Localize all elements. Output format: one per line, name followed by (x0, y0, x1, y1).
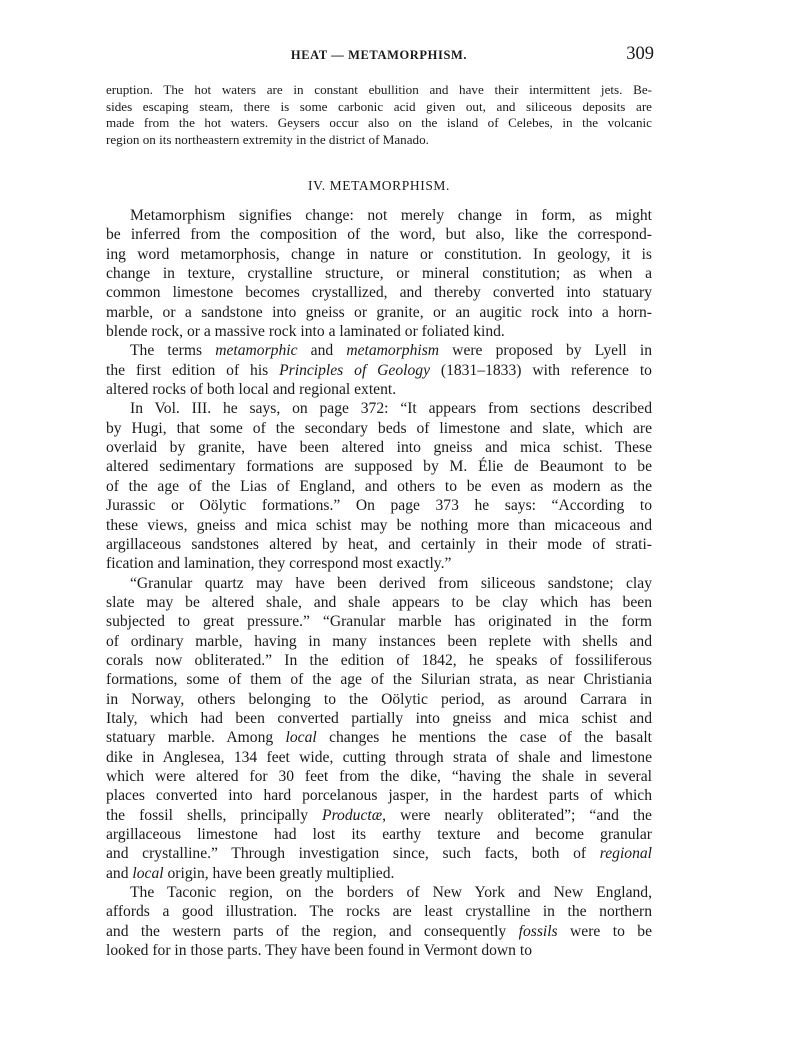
intro-line: region on its northeastern extremity in the district of Manado. (106, 131, 429, 147)
body-line: Jurassic or Oölytic formations.” On page 373 he says: “According to (106, 497, 652, 515)
body-line: corals now obliterated.” In the edition of 1842, he speaks of fossiliferous (106, 651, 652, 669)
section-heading: IV. METAMORPHISM. (307, 178, 451, 193)
body-line: ing word metamorphosis, change in nature or constitution. In geology, it is (106, 245, 652, 263)
body-line: in Norway, others belonging to the Oölytic period, as around Carrara in (106, 690, 652, 708)
body-line: of ordinary marble, having in many instances been replete with shells and (106, 632, 652, 650)
body-line: dike in Anglesea, 134 feet wide, cutting through strata of shale and limestone (106, 748, 652, 766)
page-number: 309 (626, 44, 654, 64)
running-head (106, 44, 654, 70)
body-line: blende rock, or a massive rock into a laminated or foliated kind. (106, 323, 505, 341)
body-line: overlaid by granite, have been altered into gneiss and mica schist. These (106, 439, 652, 457)
body-line: Italy, which had been converted partially into gneiss and mica schist and (106, 709, 652, 727)
body-line: common limestone becomes crystallized, and thereby converted into statuary (106, 284, 652, 302)
body-line: the first edition of his Principles of Geology (1831–1833) with reference to (106, 361, 652, 379)
intro-paragraph (106, 82, 652, 148)
body-line: by Hugi, that some of the secondary beds of limestone and slate, which are (106, 419, 652, 437)
body-line: affords a good illustration. The rocks are least crystalline in the northern (106, 903, 652, 921)
body-line: In Vol. III. he says, on page 372: “It appears from sections described (130, 400, 652, 418)
body-line: places converted into hard porcelanous jasper, in the hardest parts of which (106, 787, 652, 805)
body-line: “Granular quartz may have been derived from siliceous sandstone; clay (130, 574, 652, 592)
body-line: argillaceous limestone had lost its earthy texture and become granular (106, 826, 652, 843)
body-line: be inferred from the composition of the word, but also, like the correspond- (106, 226, 652, 244)
body-line: The Taconic region, on the borders of New York and New England, (130, 884, 652, 902)
body-line: and the western parts of the region, and consequently fossils were to be (106, 922, 652, 940)
body-line: and local origin, have been greatly multiplied. (106, 864, 395, 882)
body-line: of the age of the Lias of England, and others to be even as modern as the (106, 477, 652, 495)
body-line: these views, gneiss and mica schist may be nothing more than micaceous and (106, 516, 652, 534)
body-line: slate may be altered shale, and shale appears to be clay which has been (106, 593, 652, 611)
body-line: statuary marble. Among local changes he mentions the case of the basalt (106, 729, 652, 747)
body-text (106, 206, 652, 960)
intro-line: made from the hot waters. Geysers occur also on the island of Celebes, in the volcanic (106, 115, 652, 131)
body-line: looked for in those parts. They have been found in Vermont down to (106, 942, 533, 960)
body-line: fication and lamination, they correspond most exactly.” (106, 555, 452, 573)
body-line: the fossil shells, principally Productæ, were nearly obliterated”; “and the (106, 806, 652, 824)
body-line: and crystalline.” Through investigation since, such facts, both of regional (106, 845, 652, 863)
running-title: HEAT — METAMORPHISM. (290, 48, 468, 62)
body-line: altered sedimentary formations are supposed by M. Élie de Beaumont to be (106, 458, 652, 476)
body-line: marble, or a sandstone into gneiss or granite, or an augitic rock into a horn- (106, 303, 652, 321)
body-line: subjected to great pressure.” “Granular marble has originated in the form (106, 613, 652, 631)
intro-line: sides escaping steam, there is some carbonic acid given out, and siliceous deposits are (106, 98, 652, 114)
body-line: change in texture, crystalline structure, or mineral constitution; as when a (106, 265, 652, 283)
body-line: The terms metamorphic and metamorphism were proposed by Lyell in (130, 342, 653, 360)
body-line: altered rocks of both local and regional extent. (106, 381, 397, 399)
intro-line: eruption. The hot waters are in constant ebullition and have their intermittent jets. Be- (106, 82, 652, 97)
body-line: which were altered for 30 feet from the dike, “having the shale in several (106, 767, 652, 785)
body-line: formations, some of them of the age of the Silurian strata, as near Christiania (106, 671, 652, 689)
body-line: Metamorphism signifies change: not merely change in form, as might (130, 207, 652, 224)
body-line: argillaceous sandstones altered by heat, and certainly in their mode of strati- (106, 535, 652, 553)
